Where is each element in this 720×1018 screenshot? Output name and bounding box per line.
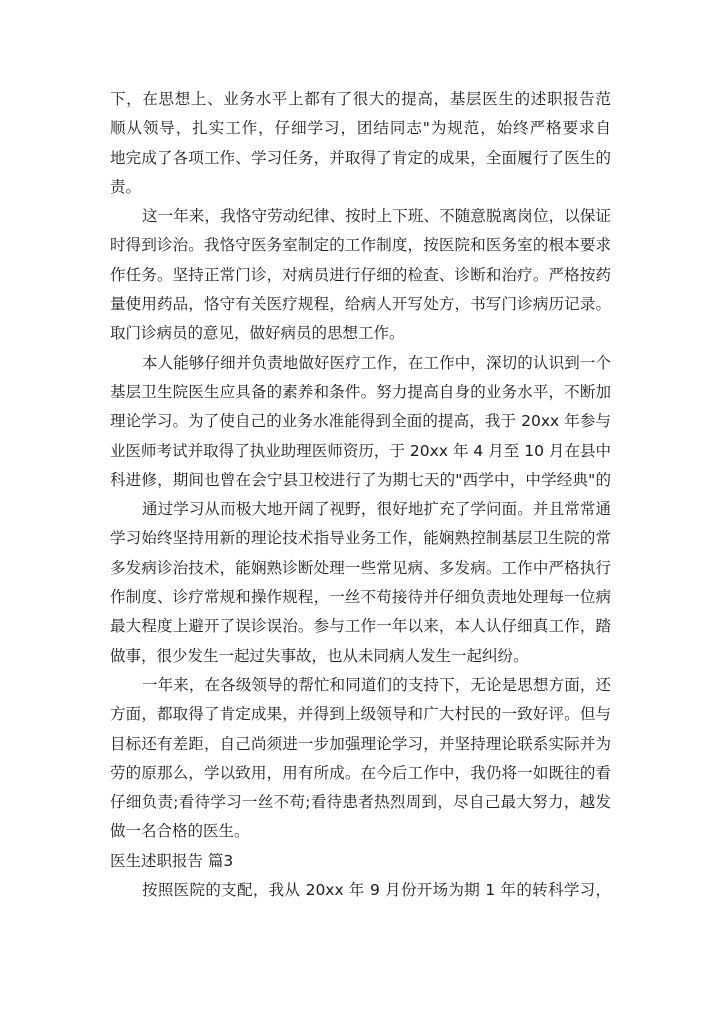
paragraph-line: 本人能够仔细并负责地做好医疗工作，在工作中，深切的认识到一个 xyxy=(142,353,611,372)
paragraph-line: 最大程度上避开了误诊误治。参与工作一年以来，本人认仔细真工作，踏 xyxy=(110,617,611,636)
paragraph-line: 业医师考试并取得了执业助理医师资历，于 20xx 年 4 月至 10 月在县中 xyxy=(110,441,611,460)
paragraph-line: 学习始终坚持用新的理论技术指导业务工作，能娴熟控制基层卫生院的常 xyxy=(110,529,611,548)
paragraph-line: 作任务。坚持正常门诊，对病员进行仔细的检查、诊断和治疗。严格按药 xyxy=(110,265,611,284)
paragraph-line: 量使用药品，恪守有关医疗规程，给病人开写处方，书写门诊病历记录。 xyxy=(110,295,611,314)
paragraph-line: 一年来，在各级领导的帮忙和同道们的支持下，无论是思想方面，还 xyxy=(142,675,611,694)
paragraph-line: 理论学习。为了使自己的业务水准能得到全面的提高，我于 20xx 年参与 xyxy=(110,412,611,431)
paragraph-line: 做事，很少发生一起过失事故，也从未同病人发生一起纠纷。 xyxy=(110,646,529,665)
paragraph-line: 多发病诊治技术，能娴熟诊断处理一些常见病、多发病。工作中严格执行 xyxy=(110,558,611,577)
paragraph-line: 责。 xyxy=(110,177,142,196)
paragraph-line: 基层卫生院医生应具备的素养和条件。努力提高自身的业务水平，不断加 xyxy=(110,382,611,401)
paragraph-line: 作制度、诊疗常规和操作规程，一丝不苟接待并仔细负责地处理每一位病 xyxy=(110,588,611,607)
paragraph-line: 按照医院的支配，我从 20xx 年 9 月份开场为期 1 年的转科学习， xyxy=(142,881,611,900)
paragraph-line: 目标还有差距，自己尚须进一步加强理论学习，并坚持理论联系实际并为 xyxy=(110,734,611,753)
paragraph-line: 仔细负责;看待学习一丝不苟;看待患者热烈周到，尽自己最大努力，越发 xyxy=(110,793,611,812)
paragraph-line: 科进修，期间也曾在会宁县卫校进行了为期七天的"西学中，中学经典"的 xyxy=(110,470,611,489)
paragraph-line: 做一名合格的医生。 xyxy=(110,822,250,841)
paragraph-line: 通过学习从而极大地开阔了视野，很好地扩充了学问面。并且常常通 xyxy=(142,500,611,519)
paragraph-line: 时得到诊治。我恪守医务室制定的工作制度，按医院和医务室的根本要求 xyxy=(110,236,611,255)
paragraph-line: 方面，都取得了肯定成果，并得到上级领导和广大村民的一致好评。但与 xyxy=(110,705,611,724)
paragraph-line: 取门诊病员的意见，做好病员的思想工作。 xyxy=(110,324,405,343)
paragraph-line: 顺从领导，扎实工作，仔细学习，团结同志"为规范，始终严格要求自 xyxy=(110,119,611,138)
paragraph-line: 这一年来，我恪守劳动纪律、按时上下班、不随意脱离岗位，以保证 xyxy=(142,207,611,226)
paragraph-line: 地完成了各项工作、学习任务，并取得了肯定的成果，全面履行了医生的 xyxy=(110,148,611,167)
paragraph-line: 劳的原那么，学以致用，用有所成。在今后工作中，我仍将一如既往的看 xyxy=(110,763,611,782)
section-heading: 医生述职报告 篇3 xyxy=(110,851,234,870)
paragraph-line: 下，在思想上、业务水平上都有了很大的提高，基层医生的述职报告范 xyxy=(110,90,611,108)
document-page xyxy=(110,85,611,905)
